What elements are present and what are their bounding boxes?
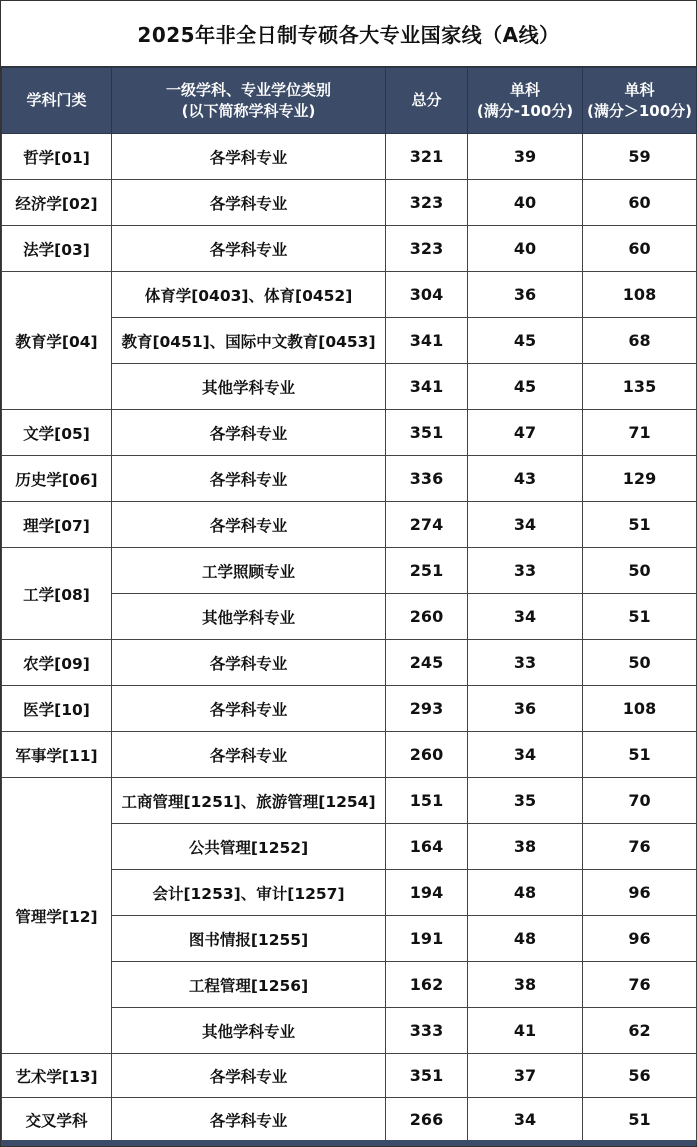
header-single-100-line1: 单科 [509, 80, 540, 99]
cell-total: 194 [386, 870, 468, 916]
cell-total: 151 [386, 778, 468, 824]
cell-category: 农学[09] [2, 640, 112, 686]
cell-subject: 体育学[0403]、体育[0452] [112, 272, 386, 318]
cell-subject: 其他学科专业 [112, 1008, 386, 1054]
cell-subject: 工商管理[1251]、旅游管理[1254] [112, 778, 386, 824]
table-row [2, 226, 697, 272]
cell-category: 管理学[12] [2, 778, 112, 1054]
cell-total: 191 [386, 916, 468, 962]
cell-single-gt100: 60 [583, 226, 697, 272]
table-header-row [2, 68, 697, 134]
header-single-gt100-line1: 单科 [624, 80, 655, 99]
cell-category: 军事学[11] [2, 732, 112, 778]
cell-subject: 各学科专业 [112, 732, 386, 778]
header-category: 学科门类 [2, 68, 112, 134]
cell-total: 266 [386, 1098, 468, 1142]
cell-total: 333 [386, 1008, 468, 1054]
cell-single-100: 41 [468, 1008, 583, 1054]
cell-single-100: 48 [468, 870, 583, 916]
cell-single-gt100: 96 [583, 916, 697, 962]
cell-single-gt100: 68 [583, 318, 697, 364]
cell-category: 经济学[02] [2, 180, 112, 226]
cell-single-gt100: 96 [583, 870, 697, 916]
cell-single-100: 33 [468, 548, 583, 594]
bottom-bar [1, 1140, 696, 1146]
cell-single-100: 43 [468, 456, 583, 502]
cell-single-100: 38 [468, 824, 583, 870]
cell-total: 245 [386, 640, 468, 686]
cell-single-gt100: 56 [583, 1054, 697, 1098]
cell-single-gt100: 50 [583, 640, 697, 686]
cell-total: 304 [386, 272, 468, 318]
cell-subject: 各学科专业 [112, 502, 386, 548]
cell-single-gt100: 51 [583, 594, 697, 640]
cell-subject: 各学科专业 [112, 1054, 386, 1098]
table-row [2, 502, 697, 548]
cell-category: 理学[07] [2, 502, 112, 548]
cell-single-gt100: 70 [583, 778, 697, 824]
cell-single-100: 40 [468, 180, 583, 226]
cell-single-gt100: 135 [583, 364, 697, 410]
cell-single-100: 36 [468, 272, 583, 318]
cell-subject: 公共管理[1252] [112, 824, 386, 870]
cell-single-gt100: 108 [583, 686, 697, 732]
cell-single-100: 34 [468, 1098, 583, 1142]
cell-category: 哲学[01] [2, 134, 112, 180]
cell-subject: 教育[0451]、国际中文教育[0453] [112, 318, 386, 364]
cell-single-100: 39 [468, 134, 583, 180]
cell-single-100: 40 [468, 226, 583, 272]
cell-total: 341 [386, 318, 468, 364]
cell-total: 164 [386, 824, 468, 870]
cell-single-gt100: 76 [583, 824, 697, 870]
cell-single-100: 35 [468, 778, 583, 824]
cell-subject: 各学科专业 [112, 456, 386, 502]
table-row [2, 410, 697, 456]
cell-single-100: 36 [468, 686, 583, 732]
header-subject-line2: (以下简称学科专业) [181, 101, 316, 120]
table-row [2, 134, 697, 180]
cell-category: 交叉学科 [2, 1098, 112, 1142]
cell-category: 历史学[06] [2, 456, 112, 502]
cell-single-gt100: 129 [583, 456, 697, 502]
cell-single-gt100: 51 [583, 1098, 697, 1142]
cell-single-gt100: 60 [583, 180, 697, 226]
cell-total: 162 [386, 962, 468, 1008]
header-subject [112, 68, 386, 134]
cell-total: 351 [386, 410, 468, 456]
cell-subject: 工学照顾专业 [112, 548, 386, 594]
table-row [2, 732, 697, 778]
cell-single-gt100: 59 [583, 134, 697, 180]
table-row [2, 548, 697, 594]
cell-single-100: 33 [468, 640, 583, 686]
table-row [2, 1054, 697, 1098]
table-row [2, 778, 697, 824]
cell-total: 341 [386, 364, 468, 410]
cell-total: 260 [386, 732, 468, 778]
cell-category: 文学[05] [2, 410, 112, 456]
cell-total: 323 [386, 226, 468, 272]
cell-single-100: 45 [468, 318, 583, 364]
cell-subject: 各学科专业 [112, 686, 386, 732]
score-table [1, 67, 697, 1142]
cell-total: 260 [386, 594, 468, 640]
cell-single-gt100: 51 [583, 502, 697, 548]
cell-single-100: 34 [468, 502, 583, 548]
header-single-100 [468, 68, 583, 134]
header-subject-line1: 一级学科、专业学位类别 [165, 80, 331, 99]
cell-single-gt100: 108 [583, 272, 697, 318]
cell-single-gt100: 71 [583, 410, 697, 456]
cell-single-gt100: 76 [583, 962, 697, 1008]
cell-subject: 其他学科专业 [112, 364, 386, 410]
cell-subject: 各学科专业 [112, 1098, 386, 1142]
table-row [2, 1098, 697, 1142]
header-single-gt100-line2: (满分＞100分) [586, 101, 693, 120]
cell-category: 工学[08] [2, 548, 112, 640]
cell-category: 教育学[04] [2, 272, 112, 410]
cell-single-100: 37 [468, 1054, 583, 1098]
cell-subject: 各学科专业 [112, 226, 386, 272]
cell-subject: 工程管理[1256] [112, 962, 386, 1008]
table-row [2, 180, 697, 226]
cell-single-100: 34 [468, 594, 583, 640]
cell-subject: 图书情报[1255] [112, 916, 386, 962]
cell-total: 251 [386, 548, 468, 594]
cell-single-100: 45 [468, 364, 583, 410]
header-total: 总分 [386, 68, 468, 134]
cell-subject: 各学科专业 [112, 640, 386, 686]
cell-subject: 各学科专业 [112, 134, 386, 180]
table-row [2, 686, 697, 732]
cell-category: 医学[10] [2, 686, 112, 732]
cell-single-gt100: 62 [583, 1008, 697, 1054]
table-row [2, 456, 697, 502]
page-title: 2025年非全日制专硕各大专业国家线（A线） [1, 1, 696, 67]
cell-subject: 各学科专业 [112, 410, 386, 456]
cell-total: 321 [386, 134, 468, 180]
cell-single-gt100: 51 [583, 732, 697, 778]
cell-total: 293 [386, 686, 468, 732]
table-row [2, 272, 697, 318]
header-single-100-line2: (满分-100分) [476, 101, 574, 120]
cell-subject: 各学科专业 [112, 180, 386, 226]
header-single-gt100 [583, 68, 697, 134]
cell-single-100: 47 [468, 410, 583, 456]
cell-total: 351 [386, 1054, 468, 1098]
cell-subject: 其他学科专业 [112, 594, 386, 640]
cell-total: 274 [386, 502, 468, 548]
cell-single-gt100: 50 [583, 548, 697, 594]
cell-category: 艺术学[13] [2, 1054, 112, 1098]
cell-total: 323 [386, 180, 468, 226]
cell-single-100: 38 [468, 962, 583, 1008]
cell-category: 法学[03] [2, 226, 112, 272]
table-row [2, 640, 697, 686]
cell-single-100: 34 [468, 732, 583, 778]
cell-total: 336 [386, 456, 468, 502]
cell-subject: 会计[1253]、审计[1257] [112, 870, 386, 916]
cell-single-100: 48 [468, 916, 583, 962]
